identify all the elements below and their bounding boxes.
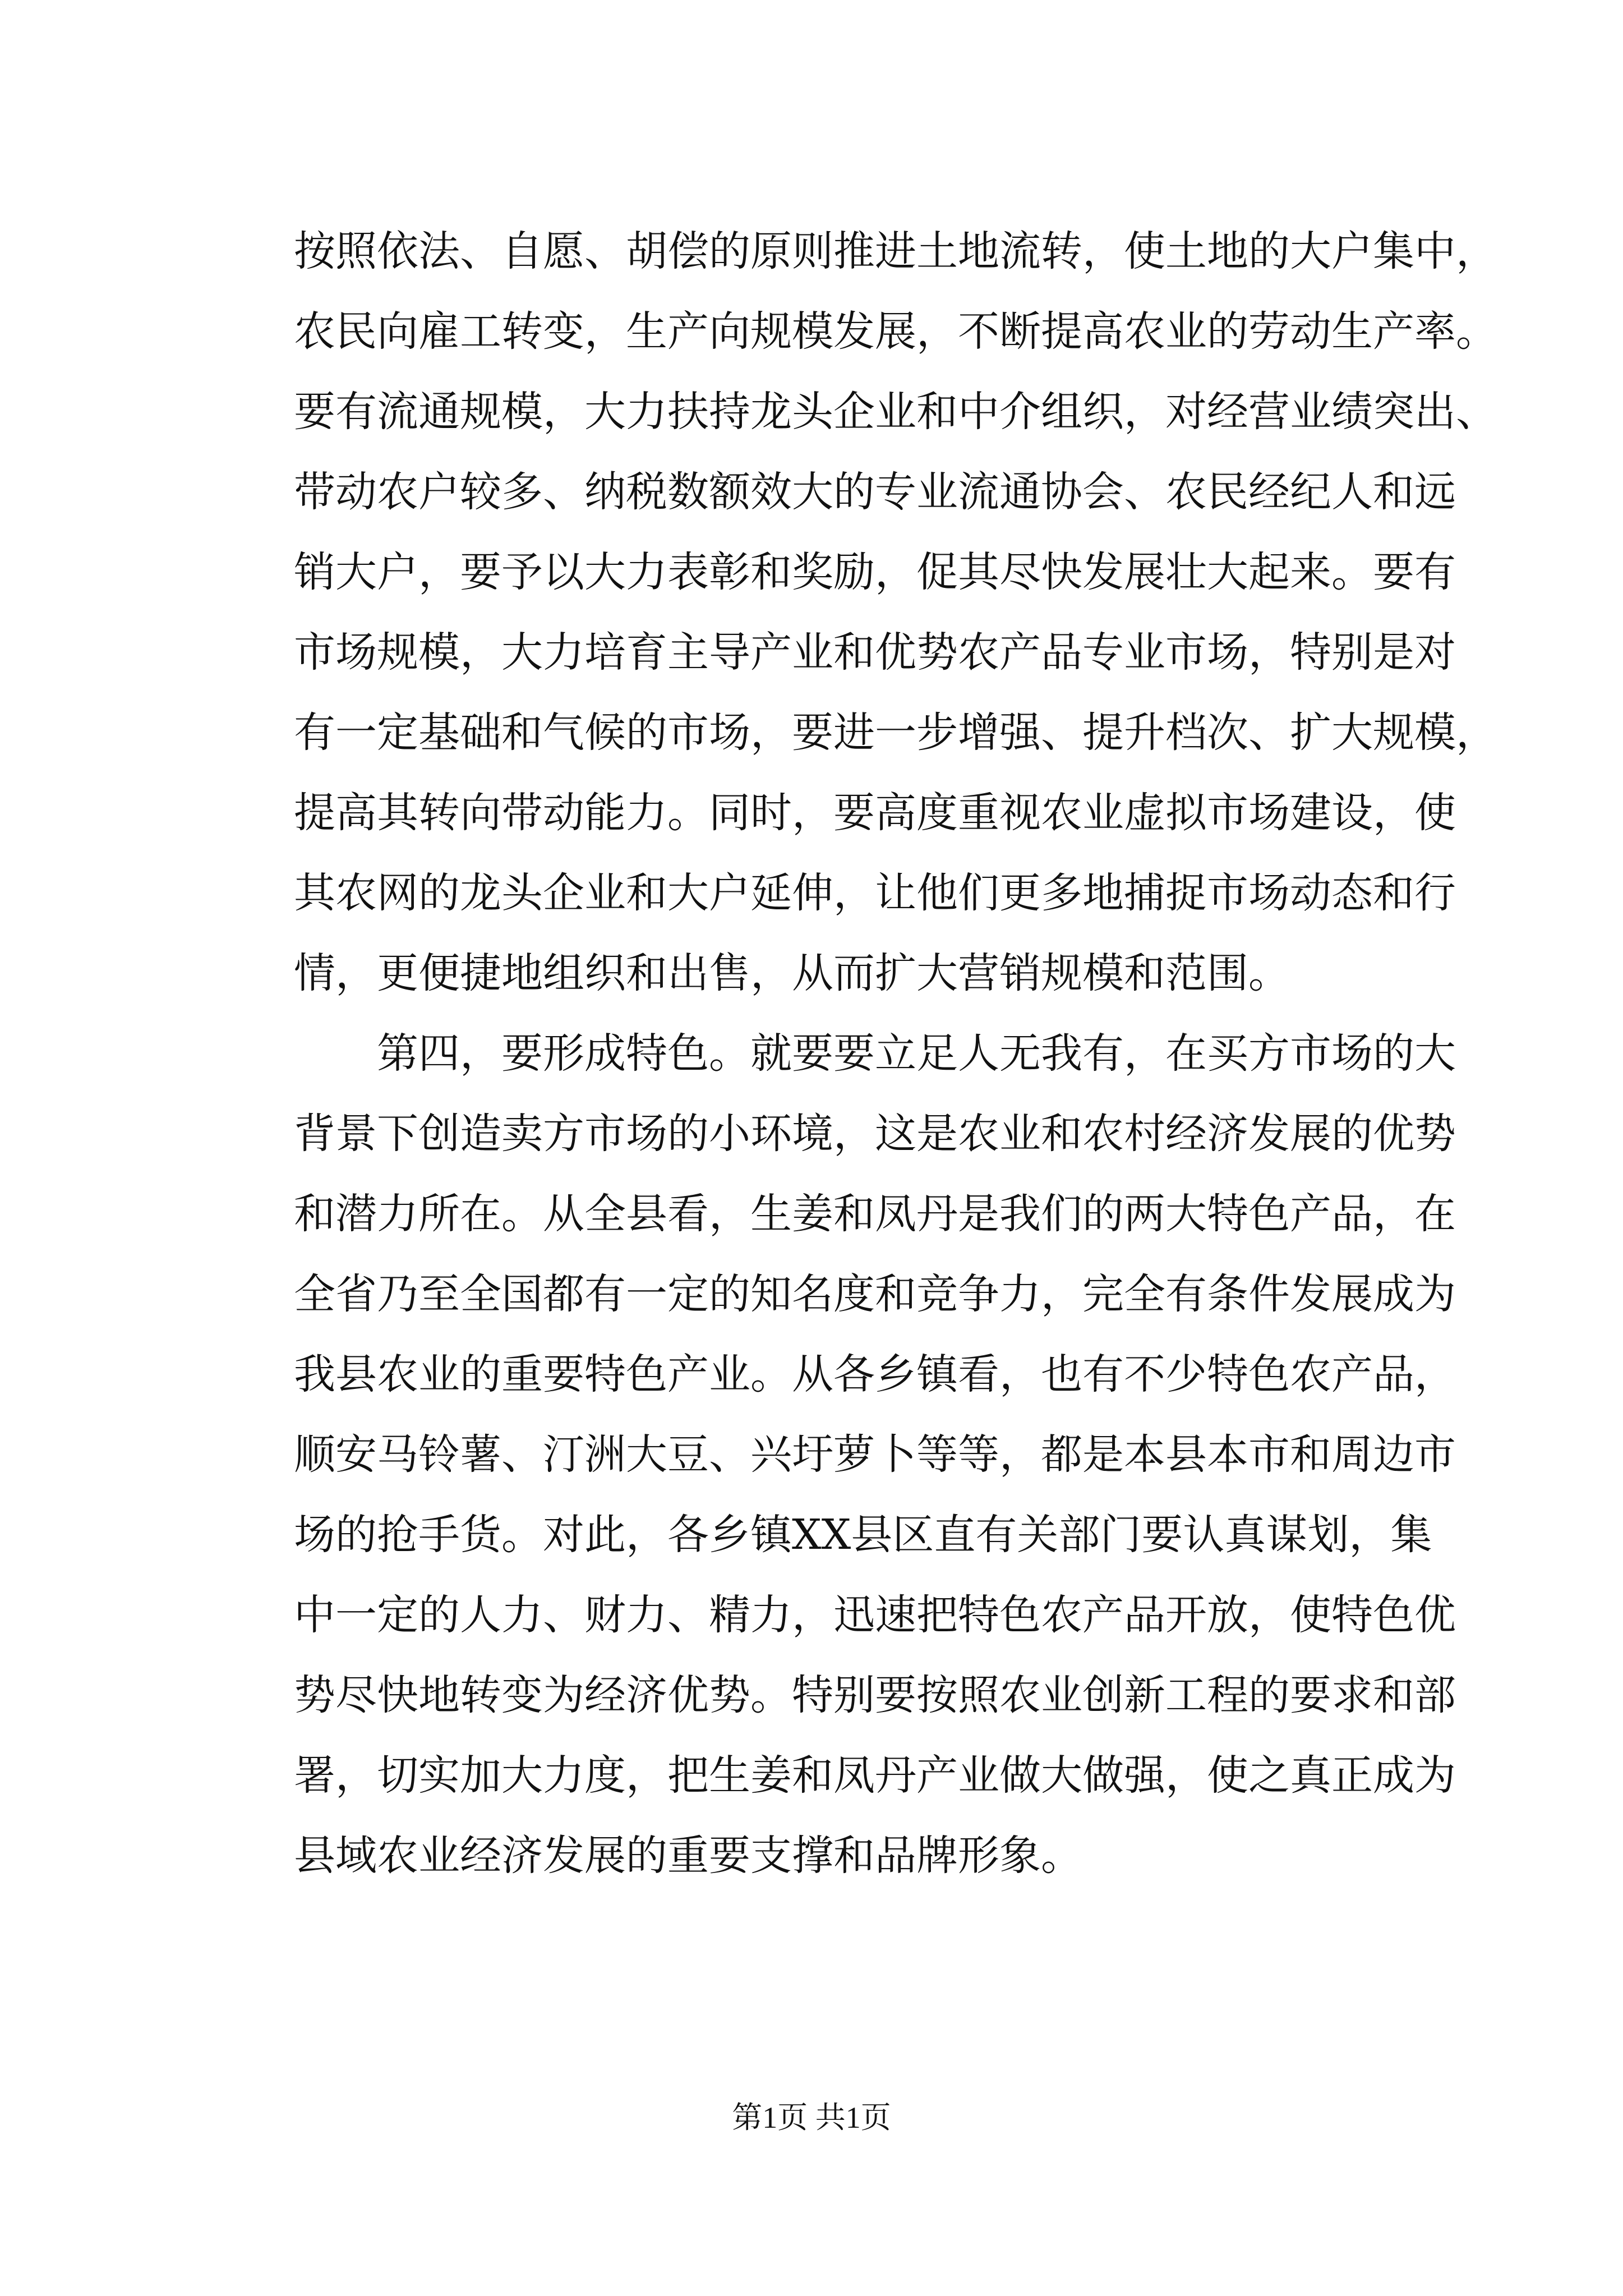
text-line: 销大户，要予以大力表彰和奖励，促其尽快发展壮大起来。要有	[294, 548, 1456, 596]
text-line: 和潜力所在。从全县看，生姜和凤丹是我们的两大特色产品，在	[294, 1190, 1456, 1238]
text-line: 顺安马铃薯、汀洲大豆、兴圩萝卜等等，都是本县本市和周边市	[294, 1430, 1456, 1479]
text-line: 情，更便捷地组织和出售，从而扩大营销规模和范围。	[294, 949, 1290, 997]
text-line: 带动农户较多、纳税数额效大的专业流通协会、农民经纪人和远	[294, 468, 1456, 516]
text-line: 有一定基础和气候的市场，要进一步增强、提升档次、扩大规模，	[294, 708, 1497, 757]
text-line: 其农网的龙头企业和大户延伸，让他们更多地捕捉市场动态和行	[294, 869, 1456, 917]
text-line: 署，切实加大力度，把生姜和凤丹产业做大做强，使之真正成为	[294, 1751, 1456, 1800]
text-line: 按照依法、自愿、胡偿的原则推进土地流转，使土地的大户集中，	[294, 227, 1497, 275]
text-line: 要有流通规模，大力扶持龙头企业和中介组织，对经营业绩突出、	[294, 388, 1497, 436]
text-line: 我县农业的重要特色产业。从各乡镇看，也有不少特色农产品，	[294, 1350, 1456, 1398]
text-line: 背景下创造卖方市场的小环境，这是农业和农村经济发展的优势	[294, 1110, 1456, 1158]
text-line: 中一定的人力、财力、精力，迅速把特色农产品开放，使特色优	[294, 1591, 1456, 1639]
text-line: 场的抢手货。对此，各乡镇XX县区直有关部门要认真谋划，集	[294, 1511, 1432, 1559]
page-footer: 第1页 共1页	[732, 2101, 891, 2134]
paragraph-first-line: 第四，要形成特色。就要要立足人无我有，在买方市场的大	[377, 1029, 1456, 1078]
text-line: 提高其转向带动能力。同时，要高度重视农业虚拟市场建设，使	[294, 789, 1456, 837]
text-line: 市场规模，大力培育主导产业和优势农产品专业市场，特别是对	[294, 628, 1456, 677]
text-line: 县域农业经济发展的重要支撑和品牌形象。	[294, 1832, 1082, 1880]
text-line: 农民向雇工转变，生产向规模发展，不断提高农业的劳动生产率。	[294, 307, 1497, 356]
text-line: 全省乃至全国都有一定的知名度和竞争力，完全有条件发展成为	[294, 1270, 1456, 1318]
text-line: 势尽快地转变为经济优势。特别要按照农业创新工程的要求和部	[294, 1671, 1456, 1719]
